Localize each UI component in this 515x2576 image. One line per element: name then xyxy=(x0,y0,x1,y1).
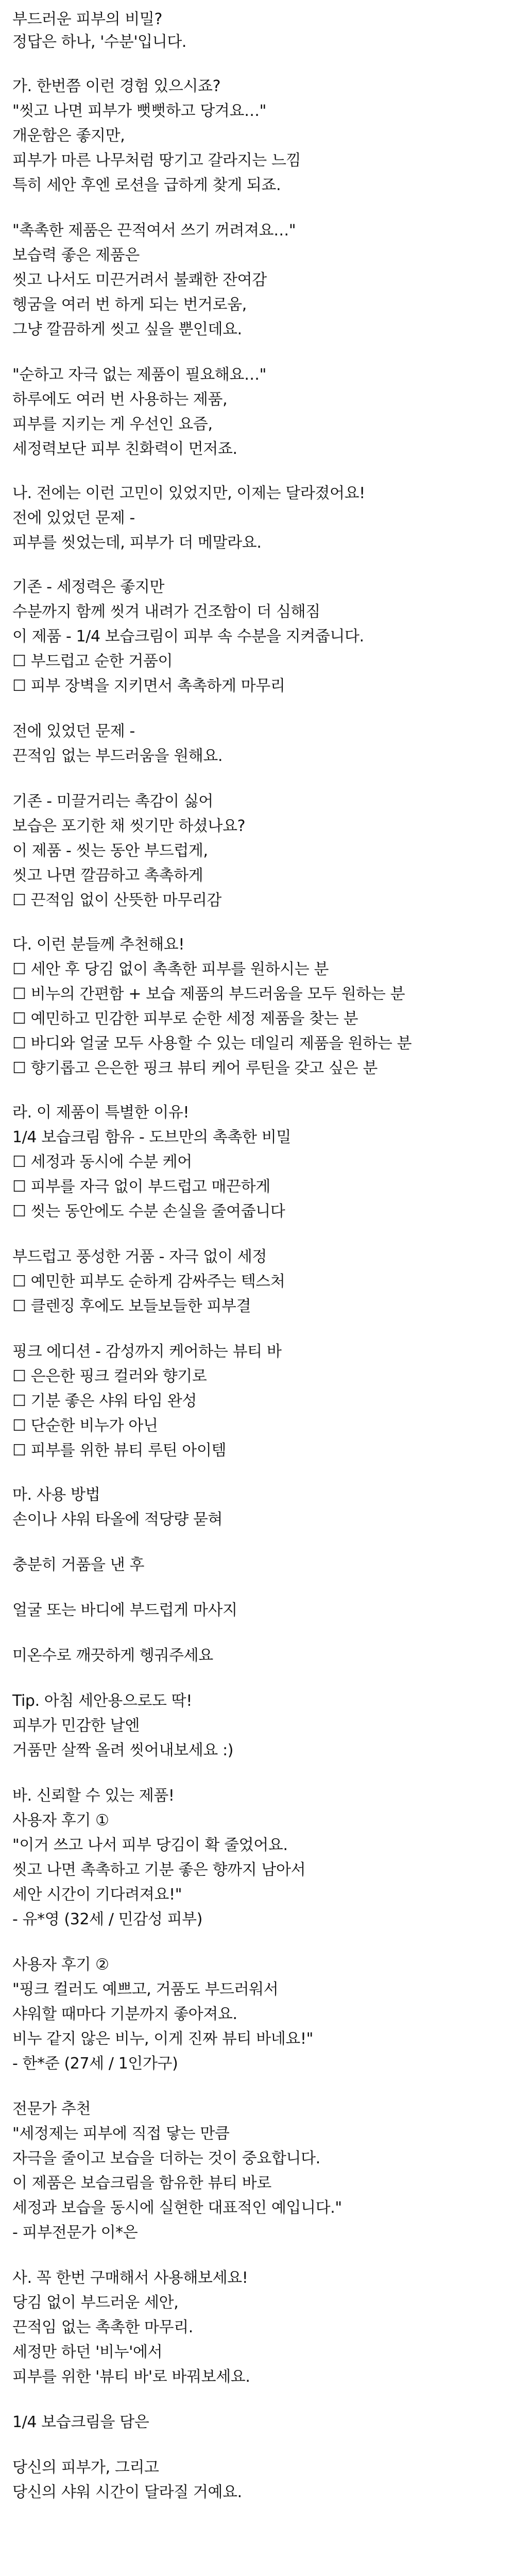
text-line: 사. 꼭 한번 구매해서 사용해보세요! xyxy=(12,2269,248,2287)
text-line: "핑크 컬러도 예쁘고, 거품도 부드러워서 xyxy=(12,1980,279,1998)
text-line: 샤워할 때마다 기분까지 좋아져요. xyxy=(12,2005,237,2023)
text-line: ☐ 예민한 피부도 순하게 감싸주는 텍스처 xyxy=(12,1273,285,1291)
text-line: 그냥 깔끔하게 씻고 싶을 뿐인데요. xyxy=(12,320,242,338)
text-line: ☐ 씻는 동안에도 수분 손실을 줄여줍니다 xyxy=(12,1202,285,1221)
text-line: 미온수로 깨끗하게 헹궈주세요 xyxy=(12,1647,213,1665)
text-line: 비누 같지 않은 비누, 이게 진짜 뷰티 바네요!" xyxy=(12,2030,313,2048)
text-line: 거품만 살짝 올려 씻어내보세요 :) xyxy=(12,1741,234,1759)
text-line: ☐ 비누의 간편함 + 보습 제품의 부드러움을 모두 원하는 분 xyxy=(12,985,405,1003)
text-line: 씻고 나면 촉촉하고 기분 좋은 향까지 남아서 xyxy=(12,1861,306,1879)
text-line: ☐ 은은한 핑크 컬러와 향기로 xyxy=(12,1367,207,1385)
text-line: ☐ 바디와 얼굴 모두 사용할 수 있는 데일리 제품을 원하는 분 xyxy=(12,1035,412,1053)
text-line: 특히 세안 후엔 로션을 급하게 찾게 되죠. xyxy=(12,176,281,194)
text-line: 씻고 나면 깔끔하고 촉촉하게 xyxy=(12,867,203,885)
text-line: 핑크 에디션 - 감성까지 케어하는 뷰티 바 xyxy=(12,1343,282,1361)
text-line: 하루에도 여러 번 사용하는 제품, xyxy=(12,391,228,409)
text-line: 피부를 씻었는데, 피부가 더 메말라요. xyxy=(12,534,262,552)
text-line: 헹굼을 여러 번 하게 되는 번거로움, xyxy=(12,296,247,314)
text-line: 부드럽고 풍성한 거품 - 자극 없이 세정 xyxy=(12,1248,267,1266)
text-line: ☐ 세정과 동시에 수분 케어 xyxy=(12,1153,192,1171)
text-line: ☐ 예민하고 민감한 피부로 순한 세정 제품을 찾는 분 xyxy=(12,1010,358,1028)
text-line: 기존 - 세정력은 좋지만 xyxy=(12,578,165,596)
text-line: ☐ 세안 후 당김 없이 촉촉한 피부를 원하시는 분 xyxy=(12,960,329,978)
text-line: 충분히 거품을 낸 후 xyxy=(12,1556,145,1574)
text-line: 사용자 후기 ① xyxy=(12,1811,109,1829)
text-line: 전에 있었던 문제 - xyxy=(12,722,135,740)
text-line: "이거 쓰고 나서 피부 당김이 확 줄었어요. xyxy=(12,1836,288,1854)
text-line: 세정과 보습을 동시에 실현한 대표적인 예입니다." xyxy=(12,2199,342,2217)
text-line: 다. 이런 분들께 추천해요! xyxy=(12,936,184,954)
text-line: 이 제품 - 씻는 동안 부드럽게, xyxy=(12,842,208,860)
text-line: - 한*준 (27세 / 1인가구) xyxy=(12,2055,178,2073)
text-line: 마. 사용 방법 xyxy=(12,1486,100,1504)
text-line: 사용자 후기 ② xyxy=(12,1956,109,1974)
text-line: 끈적임 없는 촉촉한 마무리. xyxy=(12,2318,193,2336)
text-line: ☐ 피부 장벽을 지키면서 촉촉하게 마무리 xyxy=(12,677,285,695)
text-line: 바. 신뢰할 수 있는 제품! xyxy=(12,1787,175,1805)
text-line: ☐ 부드럽고 순한 거품이 xyxy=(12,652,173,670)
text-line: 보습력 좋은 제품은 xyxy=(12,246,140,264)
text-line: "촉촉한 제품은 끈적여서 쓰기 꺼려져요…" xyxy=(12,222,296,240)
text-line: 피부가 마른 나무처럼 땅기고 갈라지는 느낌 xyxy=(12,151,301,170)
text-line: ☐ 기분 좋은 샤워 타임 완성 xyxy=(12,1392,197,1410)
text-line: 당신의 샤워 시간이 달라질 거예요. xyxy=(12,2483,242,2501)
text-line: 라. 이 제품이 특별한 이유! xyxy=(12,1104,190,1122)
text-line: ☐ 향기롭고 은은한 핑크 뷰티 케어 루틴을 갖고 싶은 분 xyxy=(12,1059,377,1077)
text-line: - 피부전문가 이*은 xyxy=(12,2224,138,2242)
text-line: 얼굴 또는 바디에 부드럽게 마사지 xyxy=(12,1601,237,1619)
text-line: 당신의 피부가, 그리고 xyxy=(12,2459,159,2477)
text-line: 씻고 나서도 미끈거려서 불쾌한 잔여감 xyxy=(12,271,267,289)
text-line: 피부를 위한 '뷰티 바'로 바꿔보세요. xyxy=(12,2368,250,2386)
text-line: "순하고 자극 없는 제품이 필요해요…" xyxy=(12,366,267,384)
text-line: 세안 시간이 기다려져요!" xyxy=(12,1886,182,1904)
text-line: ☐ 피부를 위한 뷰티 루틴 아이템 xyxy=(12,1442,227,1460)
text-line: 1/4 보습크림을 담은 xyxy=(12,2413,149,2431)
text-line: 당김 없이 부드러운 세안, xyxy=(12,2294,179,2312)
text-line: 세정만 하던 '비누'에서 xyxy=(12,2343,163,2361)
text-line: 피부가 민감한 날엔 xyxy=(12,1717,140,1735)
text-line: 이 제품은 보습크림을 함유한 뷰티 바로 xyxy=(12,2174,271,2192)
text-line: - 유*영 (32세 / 민감성 피부) xyxy=(12,1910,203,1928)
text-line: "씻고 나면 피부가 뻣뻣하고 당겨요…" xyxy=(12,102,267,120)
text-line: 수분까지 함께 씻겨 내려가 건조함이 더 심해짐 xyxy=(12,603,320,621)
text-line: 나. 전에는 이런 고민이 있었지만, 이제는 달라졌어요! xyxy=(12,484,365,502)
text-line: 기존 - 미끌거리는 촉감이 싫어 xyxy=(12,792,213,810)
text-line: ☐ 단순한 비누가 아닌 xyxy=(12,1417,158,1435)
text-line: 손이나 샤워 타올에 적당량 묻혀 xyxy=(12,1511,223,1529)
text-line: 전문가 추천 xyxy=(12,2100,91,2118)
text-line: 전에 있었던 문제 - xyxy=(12,509,135,527)
text-line: ☐ 피부를 자극 없이 부드럽고 매끈하게 xyxy=(12,1178,270,1196)
text-line: 피부를 지키는 게 우선인 요즘, xyxy=(12,415,213,433)
text-line: ☐ 클렌징 후에도 보들보들한 피부결 xyxy=(12,1297,251,1315)
text-line: "세정제는 피부에 직접 닿는 만큼 xyxy=(12,2125,230,2143)
text-line: 세정력보단 피부 친화력이 먼저죠. xyxy=(12,440,237,458)
text-line: 끈적임 없는 부드러움을 원해요. xyxy=(12,747,223,765)
text-line: 이 제품 - 1/4 보습크림이 피부 속 수분을 지켜줍니다. xyxy=(12,628,364,646)
text-line: 정답은 하나, '수분'입니다. xyxy=(12,33,187,51)
text-line: 가. 한번쯤 이런 경험 있으시죠? xyxy=(12,77,221,95)
text-line: Tip. 아침 세안용으로도 딱! xyxy=(12,1692,192,1710)
text-line: 보습은 포기한 채 씻기만 하셨나요? xyxy=(12,817,246,835)
text-line: 1/4 보습크림 함유 - 도브만의 촉촉한 비밀 xyxy=(12,1128,291,1146)
text-line: 개운함은 좋지만, xyxy=(12,127,125,145)
text-line: 자극을 줄이고 보습을 더하는 것이 중요합니다. xyxy=(12,2149,320,2167)
text-line: ☐ 끈적임 없이 산뜻한 마무리감 xyxy=(12,891,221,909)
text-line: 부드러운 피부의 비밀? xyxy=(12,10,163,28)
